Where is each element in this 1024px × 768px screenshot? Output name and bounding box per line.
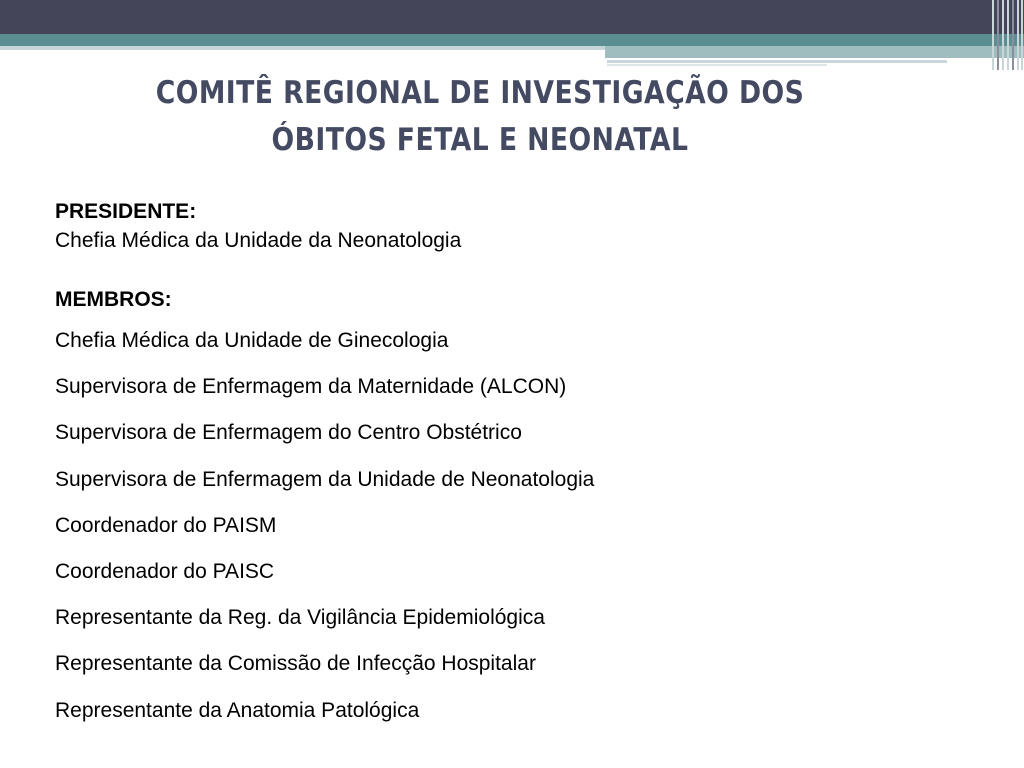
header-thin-line: [607, 60, 947, 63]
member-item: Supervisora de Enfermagem da Unidade de Neonatologia: [55, 467, 595, 491]
member-item: Supervisora de Enfermagem do Centro Obstétrico: [55, 421, 522, 445]
member-item: Coordenador do PAISC: [55, 559, 275, 583]
header-band-dark: [0, 0, 1024, 34]
member-item: Representante da Comissão de Infecção Hospitalar: [55, 652, 536, 676]
header-stripes: [990, 0, 1024, 70]
president-label: PRESIDENTE:: [55, 200, 197, 223]
member-item: Representante da Reg. da Vigilância Epidemiológica: [55, 606, 545, 630]
header-thin-line-2: [607, 64, 827, 66]
president-value: Chefia Médica da Unidade da Neonatologia: [55, 229, 462, 252]
member-item: Chefia Médica da Unidade de Ginecologia: [55, 329, 449, 352]
slide-body: [55, 198, 955, 734]
members-list: [55, 318, 955, 734]
header-band-light: [0, 46, 605, 50]
slide-title-line-1: COMITÊ REGIONAL DE INVESTIGAÇÃO DOS: [155, 75, 805, 111]
member-item: Representante da Anatomia Patológica: [55, 698, 420, 722]
slide-title-line-2: ÓBITOS FETAL E NEONATAL: [271, 122, 689, 158]
header-band-teal: [0, 34, 1024, 46]
header-band-light-right: [605, 46, 1024, 58]
slide-title: [119, 70, 841, 164]
member-item: Supervisora de Enfermagem da Maternidade (ALCON): [55, 375, 567, 399]
members-label: MEMBROS:: [55, 288, 172, 311]
member-item: Coordenador do PAISM: [55, 513, 277, 537]
